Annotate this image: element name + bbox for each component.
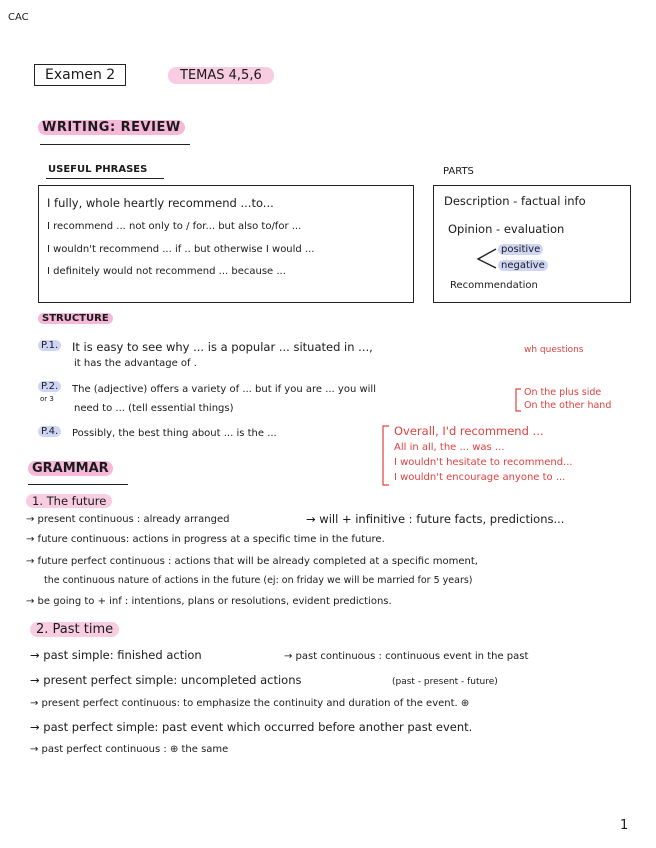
p4-note: I wouldn't hesitate to recommend... bbox=[394, 457, 573, 468]
future-line: → will + infinitive : future facts, predictions... bbox=[306, 512, 565, 526]
p2-bracket-icon bbox=[514, 388, 522, 412]
writing-review-heading: WRITING: REVIEW bbox=[38, 120, 185, 135]
grammar-heading: GRAMMAR bbox=[28, 461, 113, 476]
p1-label: P.1. bbox=[38, 340, 61, 351]
past-line: → past simple: finished action bbox=[30, 648, 202, 662]
p4-note: I wouldn't encourage anyone to ... bbox=[394, 472, 566, 483]
phrase-line: I definitely would not recommend ... because ... bbox=[47, 266, 286, 277]
future-line: → be going to + inf : intentions, plans or resolutions, evident predictions. bbox=[26, 596, 392, 607]
parts-recommendation: Recommendation bbox=[450, 280, 538, 291]
p2-label: P.2. bbox=[38, 381, 61, 392]
parts-negative: negative bbox=[498, 260, 548, 271]
page-number: 1 bbox=[620, 818, 629, 833]
past-line: → present perfect simple: uncompleted actions bbox=[30, 673, 302, 687]
p4-note: Overall, I'd recommend ... bbox=[394, 424, 544, 438]
initials: CAC bbox=[8, 12, 29, 23]
p2-line1: The (adjective) offers a variety of ... but if you are ... you will bbox=[72, 384, 376, 395]
parts-heading: PARTS bbox=[443, 166, 474, 177]
p4-note: All in all, the ... was ... bbox=[394, 442, 505, 453]
parts-opinion: Opinion - evaluation bbox=[448, 222, 565, 236]
future-heading: 1. The future bbox=[26, 494, 112, 508]
past-line: → present perfect continuous: to emphasize the continuity and duration of the event. ⊕ bbox=[30, 698, 470, 709]
p2-line2: need to ... (tell essential things) bbox=[74, 403, 234, 414]
future-line: → present continuous : already arranged bbox=[26, 514, 230, 525]
useful-phrases-box bbox=[38, 185, 414, 303]
exam-title: Examen 2 bbox=[34, 64, 126, 86]
p2-note2: On the other hand bbox=[524, 400, 612, 411]
past-line: → past continuous : continuous event in the past bbox=[284, 651, 529, 662]
past-line: → past perfect simple: past event which occurred before another past event. bbox=[30, 720, 473, 734]
phrase-line: I recommend ... not only to / for... but also to/for ... bbox=[47, 221, 302, 232]
future-line: the continuous nature of actions in the future (ej: on friday we will be married for 5 years) bbox=[44, 575, 473, 586]
p4-bracket-icon bbox=[380, 425, 390, 487]
future-line: → future continuous: actions in progress at a specific time in the future. bbox=[26, 534, 385, 545]
branch-icon bbox=[474, 246, 500, 272]
p1-note: wh questions bbox=[524, 345, 584, 355]
p1-line2: it has the advantage of . bbox=[74, 358, 197, 369]
p1-line1: It is easy to see why ... is a popular ... situated in ..., bbox=[72, 340, 373, 354]
past-line: → past perfect continuous : ⊕ the same bbox=[30, 744, 229, 755]
useful-phrases-underline bbox=[46, 178, 164, 179]
exam-title-box bbox=[34, 64, 126, 83]
p2-note1: On the plus side bbox=[524, 387, 602, 398]
p2-sublabel: or 3 bbox=[40, 395, 54, 403]
parts-box bbox=[433, 185, 631, 303]
topics-label: TEMAS 4,5,6 bbox=[168, 67, 274, 84]
phrase-line: I wouldn't recommend ... if .. but otherwise I would ... bbox=[47, 244, 315, 255]
future-line: → future perfect continuous : actions that will be already completed at a specific moment, bbox=[26, 556, 478, 567]
useful-phrases-heading: USEFUL PHRASES bbox=[48, 164, 148, 175]
structure-heading: STRUCTURE bbox=[38, 313, 113, 324]
phrase-line: I fully, whole heartly recommend ...to... bbox=[47, 196, 274, 210]
parts-positive: positive bbox=[498, 244, 543, 255]
parts-description: Description - factual info bbox=[444, 194, 586, 208]
p4-line: Possibly, the best thing about ... is the ... bbox=[72, 428, 277, 439]
grammar-underline bbox=[28, 484, 128, 485]
past-heading: 2. Past time bbox=[30, 622, 119, 637]
past-line: (past - present - future) bbox=[392, 677, 498, 687]
p4-label: P.4. bbox=[38, 426, 61, 437]
writing-heading-underline bbox=[40, 144, 190, 145]
